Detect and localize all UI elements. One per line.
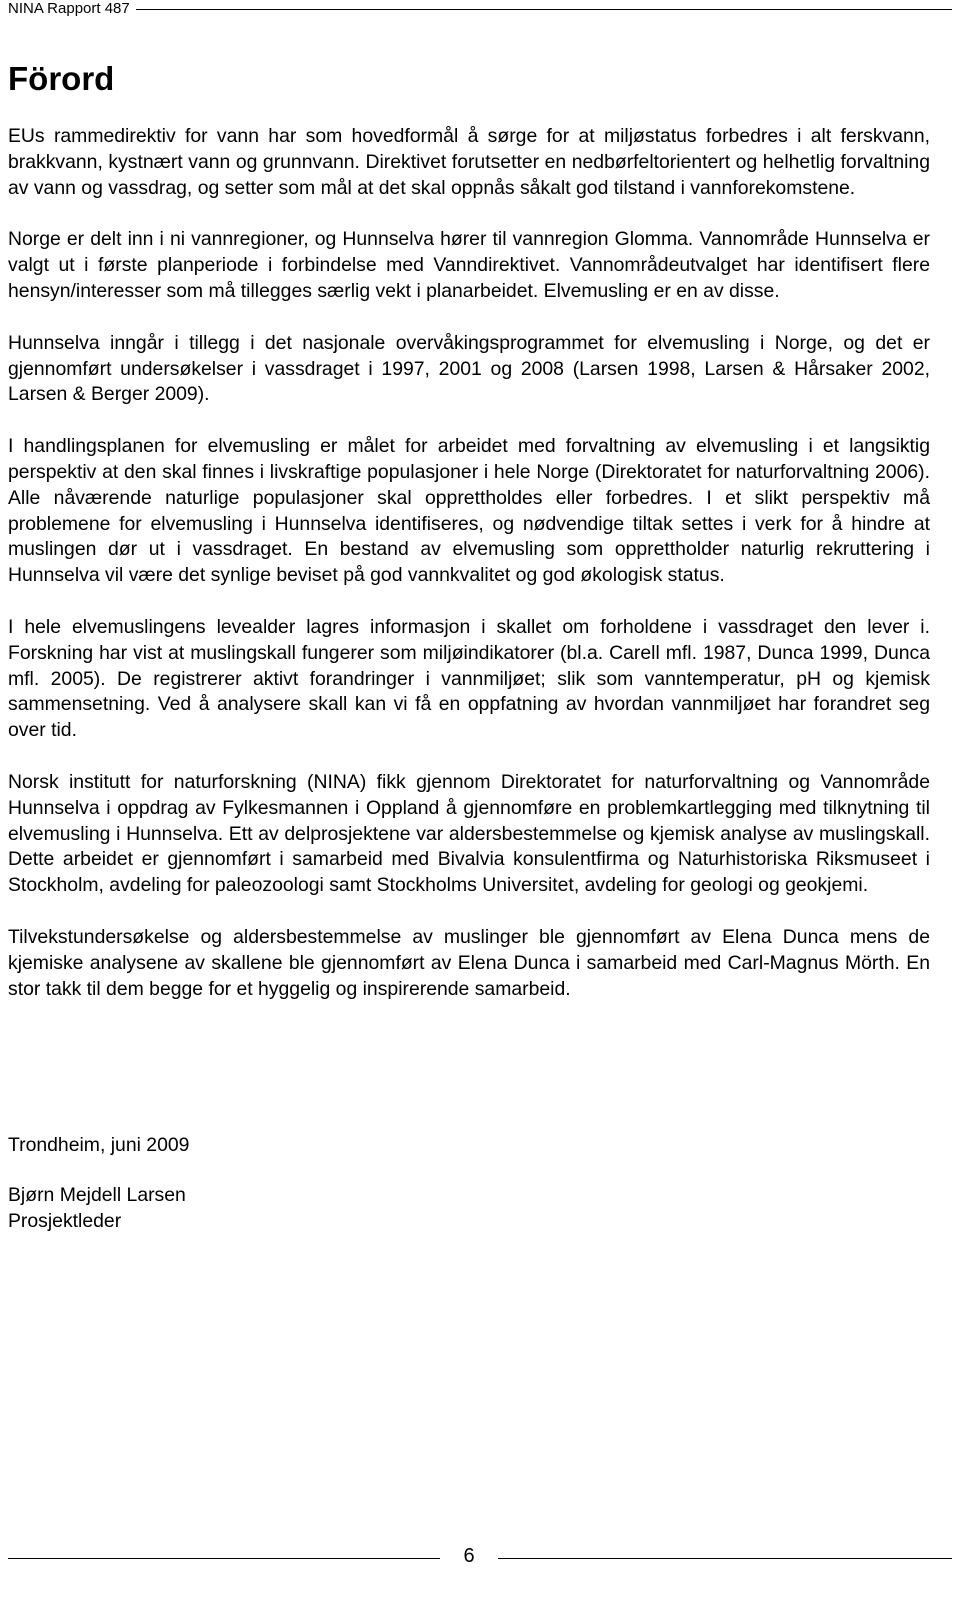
page-header [8, 0, 952, 22]
author-name: Bjørn Mejdell Larsen [8, 1183, 186, 1206]
paragraph-5: I hele elvemuslingens levealder lagres informasjon i skallet om forholdene i vassdraget den lever i. Forskning har vist at muslingskall fungerer som miljøindikatorer (bl.a. Carell mfl. 1987, Dunca 1999, Dunca mfl. 2005). De registrerer aktivt forandringer i vannmiljøet; slik som vanntemperatur, pH og kjemisk sammensetning. Ved å analysere skall kan vi få en oppfatning av hvordan vannmiljøet har forandret seg over tid. [8, 615, 930, 742]
paragraph-2: Norge er delt inn i ni vannregioner, og Hunnselva hører til vannregion Glomma. Vannområde Hunnselva er valgt ut i første planperiode i forbindelse med Vanndirektivet. Vannområdeutvalget har identifisert flere hensyn/interesser som må tillegges særlig vekt i planarbeidet. Elvemusling er en av disse. [8, 228, 930, 302]
author-role: Prosjektleder [8, 1209, 122, 1232]
page-number: 6 [463, 1545, 475, 1567]
place-date: Trondheim, juni 2009 [8, 1134, 190, 1156]
paragraph-4: I handlingsplanen for elvemusling er målet for arbeidet med forvaltning av elvemusling i et langsiktig perspektiv at den skal finnes i livskraftige populasjoner i hele Norge (Direktoratet for naturforvaltning 2006). Alle nåværende naturlige populasjoner skal opprettholdes eller forbedres. I et slikt perspektiv må problemene for elvemusling i Hunnselva identifiseres, og nødvendige tiltak settes i verk for å hindre at muslingen dør ut i vassdraget. En bestand av elvemusling som opprettholder naturlig rekruttering i Hunnselva vil være det synlige beviset på god vannkvalitet og god økologisk status. [8, 435, 930, 587]
foreword-body [8, 124, 930, 1028]
paragraph-6: Norsk institutt for naturforskning (NINA) fikk gjennom Direktoratet for naturforvaltning og Vannområde Hunnselva i oppdrag av Fylkesmannen i Oppland å gjennomføre en problemkartlegging med tilknytning til elvemusling i Hunnselva. Ett av delprosjektene var aldersbestemmelse og kjemisk analyse av muslingskall. Dette arbeidet er gjennomført i samarbeid med Bivalvia konsulentfirma og Naturhistoriska Riksmuseet i Stockholm, avdeling for paleozoologi samt Stockholms Universitet, avdeling for geologi og geokjemi. [8, 770, 930, 897]
signoff [8, 1133, 508, 1234]
report-label: NINA Rapport 487 [8, 0, 136, 18]
footer-rule-right [498, 1558, 952, 1559]
footer-rule-left [8, 1558, 440, 1559]
paragraph-1: EUs rammedirektiv for vann har som hovedformål å sørge for at miljøstatus forbedres i alt ferskvann, brakkvann, kystnært vann og grunnvann. Direktivet forutsetter en nedbørfeltorientert og helhetlig forvaltning av vann og vassdrag, og setter som mål at det skal oppnås såkalt god tilstand i vannforekomstene. [8, 125, 930, 199]
page-title: Förord [8, 60, 115, 97]
paragraph-3: Hunnselva inngår i tillegg i det nasjonale overvåkingsprogrammet for elvemusling i Norge, og det er gjennomført undersøkelser i vassdraget i 1997, 2001 og 2008 (Larsen 1998, Larsen & Hårsaker 2002, Larsen & Berger 2009). [8, 331, 930, 406]
header-rule [8, 9, 952, 10]
page-footer [0, 1540, 960, 1570]
paragraph-7: Tilvekstundersøkelse og aldersbestemmelse av muslinger ble gjennomført av Elena Dunca mens de kjemiske analysene av skallene ble gjennomført av Elena Dunca i samarbeid med Carl-Magnus Mörth. En stor takk til dem begge for et hyggelig og inspirerende samarbeid. [8, 925, 930, 1000]
